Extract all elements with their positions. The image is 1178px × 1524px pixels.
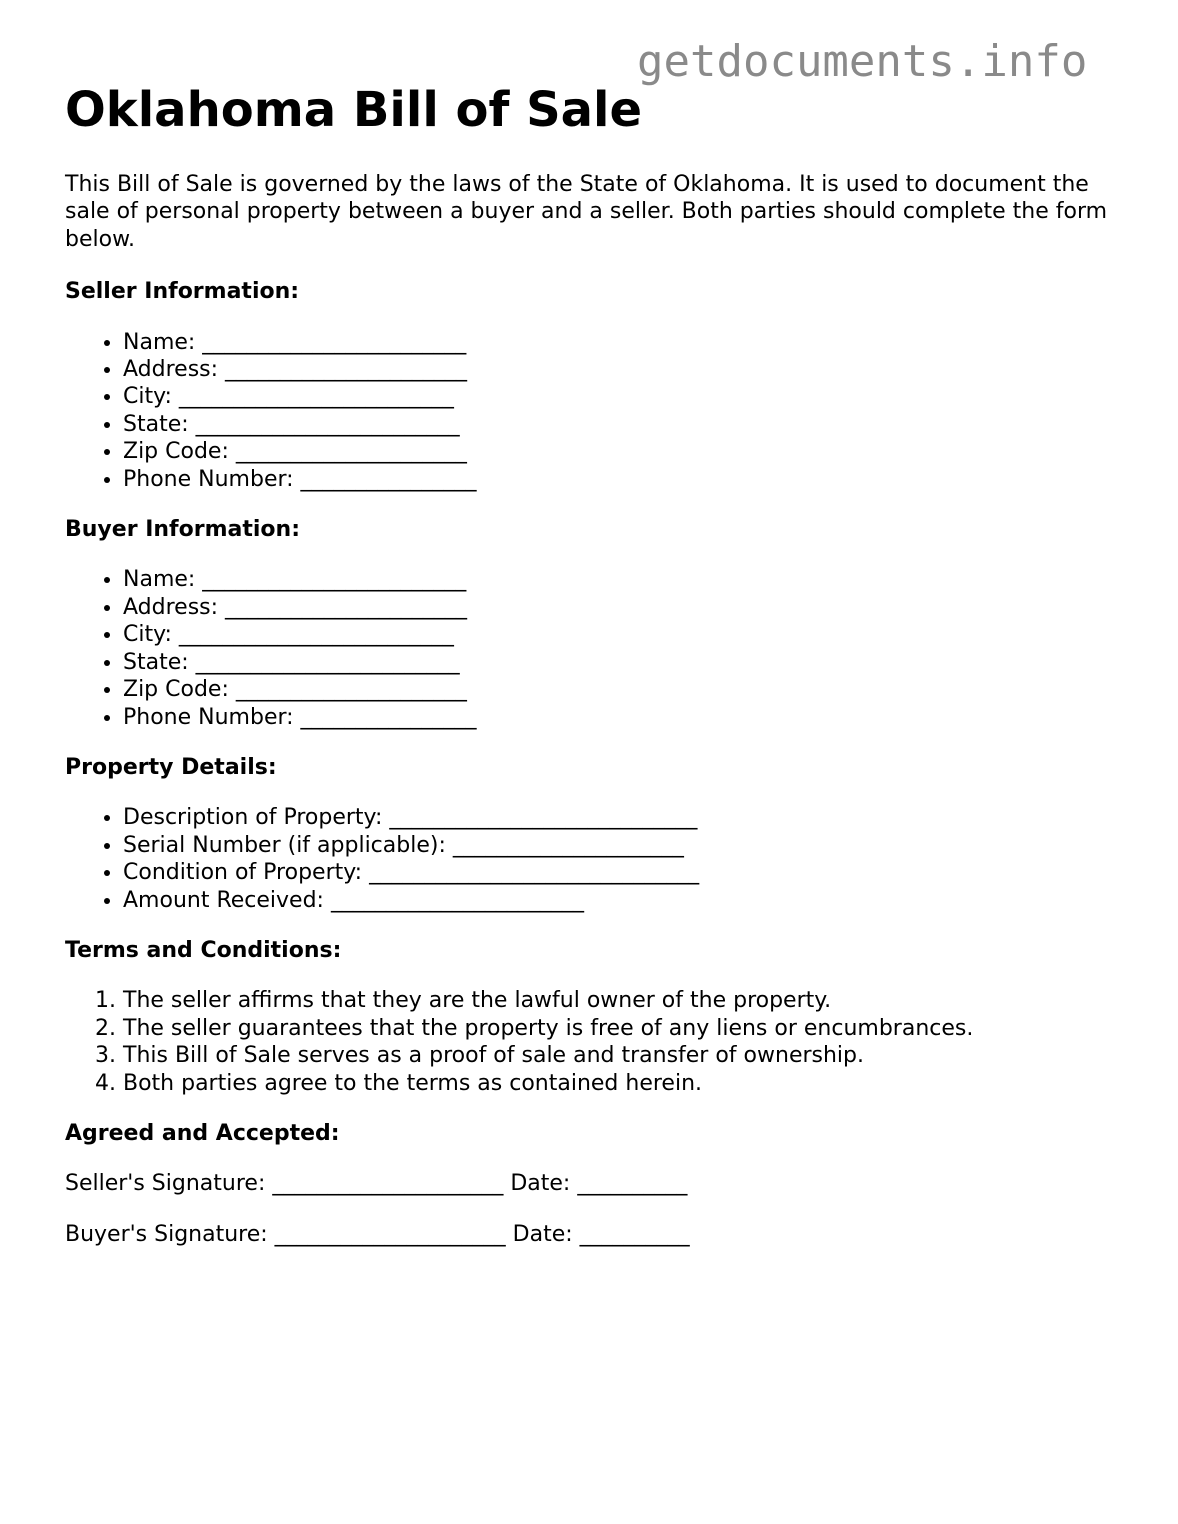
term-item: 4. Both parties agree to the terms as contained herein.	[123, 1070, 1125, 1097]
seller-city-field: • City: _________________________	[123, 383, 1125, 410]
buyer-address-field: • Address: ______________________	[123, 594, 1125, 621]
agreement-heading: Agreed and Accepted:	[65, 1120, 340, 1146]
buyer-phone-field: • Phone Number: ________________	[123, 704, 1125, 731]
term-item: 2. The seller guarantees that the property is free of any liens or encumbrances.	[123, 1015, 1125, 1042]
watermark: getdocuments.info	[637, 36, 1088, 87]
seller-heading: Seller Information:	[65, 279, 300, 305]
term-item: 3. This Bill of Sale serves as a proof of sale and transfer of ownership.	[123, 1042, 1125, 1069]
property-fields-list	[65, 804, 1125, 914]
seller-zip-field: • Zip Code: _____________________	[123, 438, 1125, 465]
seller-signature-line: Seller's Signature: _____________________ Date: __________	[65, 1171, 688, 1197]
terms-list	[65, 987, 1125, 1097]
term-item: 1. The seller affirms that they are the lawful owner of the property.	[123, 987, 1125, 1014]
intro-paragraph: This Bill of Sale is governed by the laws of the State of Oklahoma. It is used to document the sale of personal property between a buyer and a seller. Both parties should complete the form below.	[65, 172, 1108, 252]
buyer-zip-field: • Zip Code: _____________________	[123, 676, 1125, 703]
seller-phone-field: • Phone Number: ________________	[123, 466, 1125, 493]
document-page	[65, 78, 1125, 1271]
seller-state-field: • State: ________________________	[123, 411, 1125, 438]
property-condition-field: • Condition of Property: ______________________________	[123, 859, 1125, 886]
terms-heading: Terms and Conditions:	[65, 937, 342, 963]
document-title: Oklahoma Bill of Sale	[65, 82, 643, 138]
buyer-name-field: • Name: ________________________	[123, 566, 1125, 593]
seller-name-field: • Name: ________________________	[123, 329, 1125, 356]
seller-address-field: • Address: ______________________	[123, 356, 1125, 383]
buyer-city-field: • City: _________________________	[123, 621, 1125, 648]
seller-fields-list	[65, 329, 1125, 493]
property-amount-field: • Amount Received: _______________________	[123, 887, 1125, 914]
buyer-signature-line: Buyer's Signature: _____________________ Date: __________	[65, 1221, 690, 1247]
property-description-field: • Description of Property: ____________________________	[123, 804, 1125, 831]
buyer-heading: Buyer Information:	[65, 517, 300, 543]
buyer-state-field: • State: ________________________	[123, 649, 1125, 676]
property-heading: Property Details:	[65, 754, 277, 780]
property-serial-field: • Serial Number (if applicable): _____________________	[123, 832, 1125, 859]
buyer-fields-list	[65, 566, 1125, 730]
